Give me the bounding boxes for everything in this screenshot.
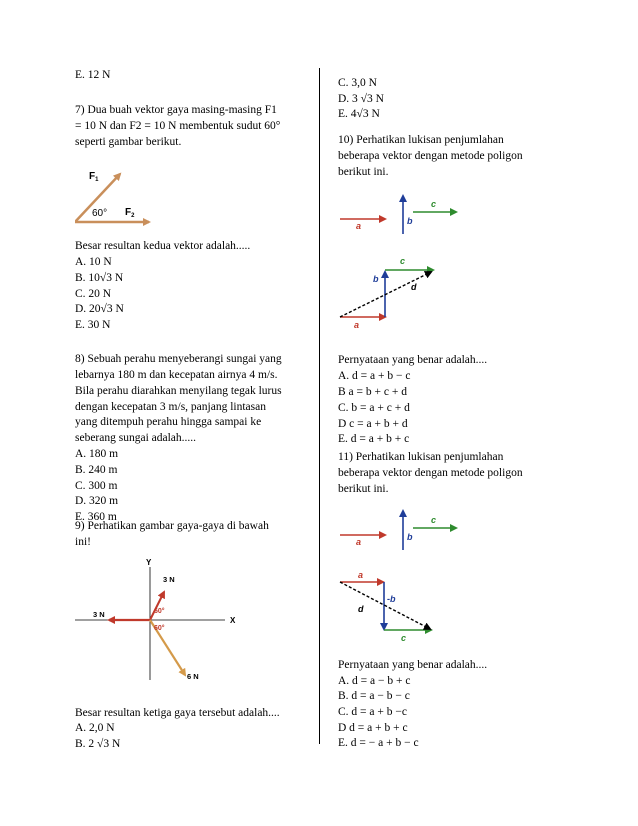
angle-label: 60° [92,208,108,219]
q7-line: = 10 N dan F2 = 10 N membentuk sudut 60° [75,120,281,132]
q8-option: A. 180 m [75,448,119,460]
polygon-d-label: d [411,282,417,292]
q7-line: seperti gambar berikut. [75,136,182,148]
polygon-b-label: b [373,274,379,284]
q8-option: D. 320 m [75,495,119,507]
q7-line: 7) Dua buah vektor gaya masing-masing F1 [75,104,277,116]
q9-line: ini! [75,536,91,548]
q11-option: E. d = − a + b − c [338,737,419,749]
q8-line: yang ditempuh perahu hingga sampai ke [75,416,262,428]
force-label-6n: 6 N [187,672,199,681]
q8-line: 8) Sebuah perahu menyeberangi sungai yang [75,353,282,365]
q7-option: D. 20√3 N [75,303,124,315]
force-label-3n-up: 3 N [163,575,175,584]
q8-line: dengan kecepatan 3 m/s, panjang lintasan [75,401,266,413]
q11-line: beberapa vektor dengan metode poligon [338,467,523,479]
polygon-d-label: d [358,604,364,614]
angle-label-upper: 60° [154,608,165,615]
q10-option: A. d = a + b − c [338,370,411,382]
q7-option: E. 30 N [75,319,111,331]
q9-option: B. 2 √3 N [75,738,121,750]
vector-a-label: a [356,221,362,231]
q9-option: C. 3,0 N [338,77,377,89]
column-divider [319,68,320,744]
vector-b-label: b [407,216,413,226]
q10-line: berikut ini. [338,166,389,178]
polygon-c-label: c [400,256,406,266]
q11-question: Pernyataan yang benar adalah.... [338,659,488,671]
q11-option: B. d = a − b − c [338,690,410,702]
q9-option: E. 4√3 N [338,108,380,120]
q11-option: D d = a + b + c [338,722,408,734]
force-3n-up [150,592,164,620]
q9-line: 9) Perhatikan gambar gaya-gaya di bawah [75,520,269,532]
x-axis-label: X [230,616,236,625]
q10-question: Pernyataan yang benar adalah.... [338,354,488,366]
q10-option: E. d = a + b + c [338,433,410,445]
q7-question: Besar resultan kedua vektor adalah..... [75,240,251,252]
polygon-a-label: a [358,570,364,580]
q8-option: B. 240 m [75,464,118,476]
vector-b-label: b [407,532,413,542]
q9-option: A. 2,0 N [75,722,115,734]
f1-label: $F_1$ [89,171,99,183]
q11-line: berikut ini. [338,483,389,495]
q11-vector-figure [338,505,463,645]
q11-option: C. d = a + b −c [338,706,407,718]
q10-option: C. b = a + c + d [338,402,410,414]
y-axis-label: Y [146,558,152,567]
polygon-vector-d [340,582,430,629]
q7-option: B. 10√3 N [75,272,124,284]
q8-line: seberang sungai adalah..... [75,432,197,444]
vector-a-label: a [356,537,362,547]
q8-option: E. 360 m [75,511,117,523]
polygon-c-label: c [401,633,407,643]
q10-line: beberapa vektor dengan metode poligon [338,150,523,162]
vector-c-label: c [431,515,437,525]
q7-option: A. 10 N [75,256,112,268]
angle-label-lower: 60° [154,625,165,632]
force-label-3n-left: 3 N [93,610,105,619]
q10-line: 10) Perhatikan lukisan penjumlahan [338,134,504,146]
q8-option: C. 300 m [75,480,118,492]
q9-option: D. 3 √3 N [338,93,384,105]
q8-line: Bila perahu diarahkan menyilang tegak lurus [75,385,282,397]
q6-option-e: E. 12 N [75,69,111,81]
q11-line: 11) Perhatikan lukisan penjumlahan [338,451,504,463]
q10-option: D c = a + b + d [338,418,408,430]
f2-label: $F_2$ [125,207,135,219]
vector-c-label: c [431,199,437,209]
q9-force-figure [75,555,250,685]
q10-option: B a = b + c + d [338,386,407,398]
q8-line: lebarnya 180 m dan kecepatan airnya 4 m/s. [75,369,278,381]
q11-option: A. d = a − b + c [338,675,411,687]
q7-vector-figure [75,165,165,227]
polygon-a-label: a [354,320,360,330]
q10-vector-figure [338,190,463,335]
polygon-neg-b-label: -b [387,594,396,604]
q7-option: C. 20 N [75,288,112,300]
q9-question: Besar resultan ketiga gaya tersebut adalah.... [75,707,280,719]
